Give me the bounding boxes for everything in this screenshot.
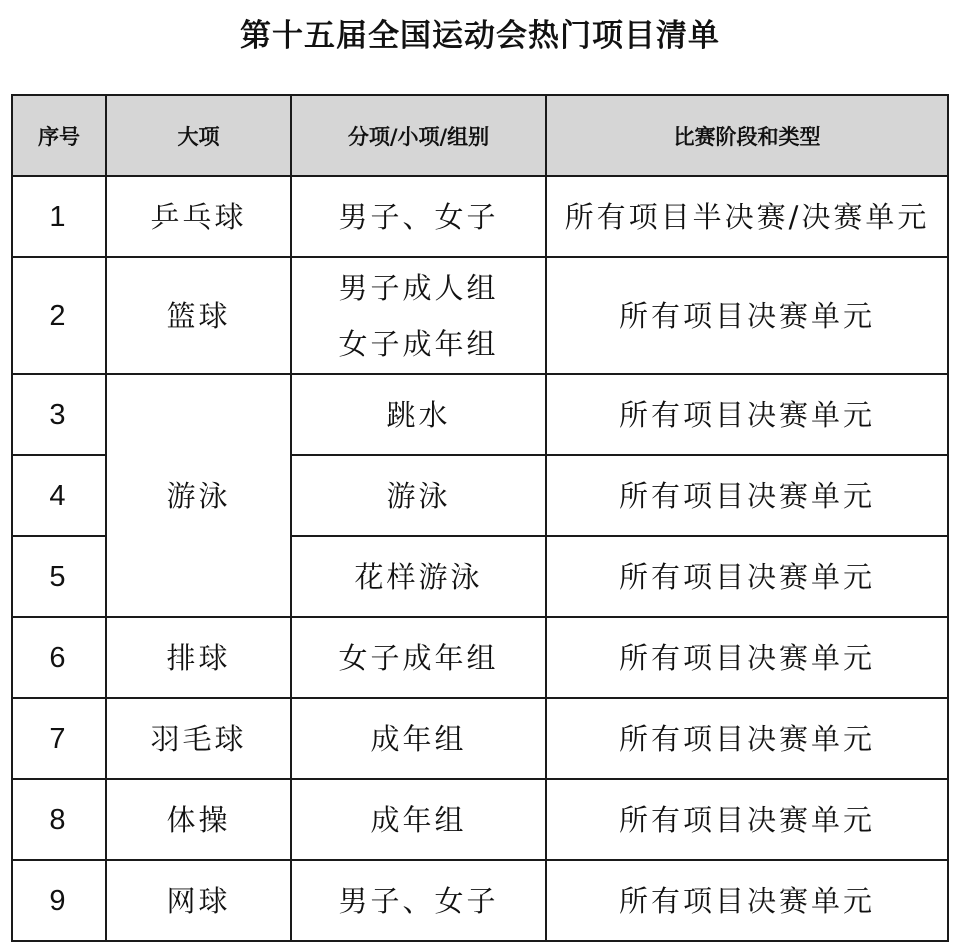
cell-subevent: 游泳 [291,455,546,536]
table-row [12,698,948,779]
cell-subevent: 花样游泳 [291,536,546,617]
cell-stage: 所有项目决赛单元 [546,779,948,860]
cell-sport: 乒乓球 [106,176,291,257]
cell-stage: 所有项目决赛单元 [546,536,948,617]
cell-no: 2 [12,257,106,374]
header-subevent: 分项/小项/组别 [291,95,546,176]
cell-no: 6 [12,617,106,698]
cell-subevent [291,257,546,374]
table-row [12,176,948,257]
cell-sport: 网球 [106,860,291,941]
header-sport: 大项 [106,95,291,176]
header-stage: 比赛阶段和类型 [546,95,948,176]
cell-subevent: 女子成年组 [291,617,546,698]
cell-subevent: 男子、女子 [291,176,546,257]
cell-sport: 体操 [106,779,291,860]
cell-stage: 所有项目决赛单元 [546,374,948,455]
table-row [12,860,948,941]
cell-stage: 所有项目决赛单元 [546,698,948,779]
cell-stage: 所有项目决赛单元 [546,257,948,374]
cell-sport: 排球 [106,617,291,698]
table-row [12,779,948,860]
cell-subevent: 男子、女子 [291,860,546,941]
cell-stage: 所有项目决赛单元 [546,617,948,698]
header-no: 序号 [12,95,106,176]
table-header-row [12,95,948,176]
cell-sport: 羽毛球 [106,698,291,779]
cell-stage: 所有项目半决赛/决赛单元 [546,176,948,257]
cell-subevent: 成年组 [291,779,546,860]
subevent-line: 男子成人组 [338,270,499,305]
cell-stage: 所有项目决赛单元 [546,860,948,941]
events-table [11,94,949,942]
subevent-line: 女子成年组 [338,326,499,361]
cell-no: 5 [12,536,106,617]
cell-subevent: 跳水 [291,374,546,455]
table-row [12,617,948,698]
cell-sport-merged: 游泳 [106,374,291,617]
cell-no: 8 [12,779,106,860]
table-row [12,257,948,374]
cell-no: 1 [12,176,106,257]
cell-no: 3 [12,374,106,455]
page-title: 第十五届全国运动会热门项目清单 [240,18,720,54]
table-row [12,374,948,455]
cell-no: 9 [12,860,106,941]
cell-no: 7 [12,698,106,779]
cell-stage: 所有项目决赛单元 [546,455,948,536]
cell-sport: 篮球 [106,257,291,374]
cell-subevent: 成年组 [291,698,546,779]
cell-no: 4 [12,455,106,536]
